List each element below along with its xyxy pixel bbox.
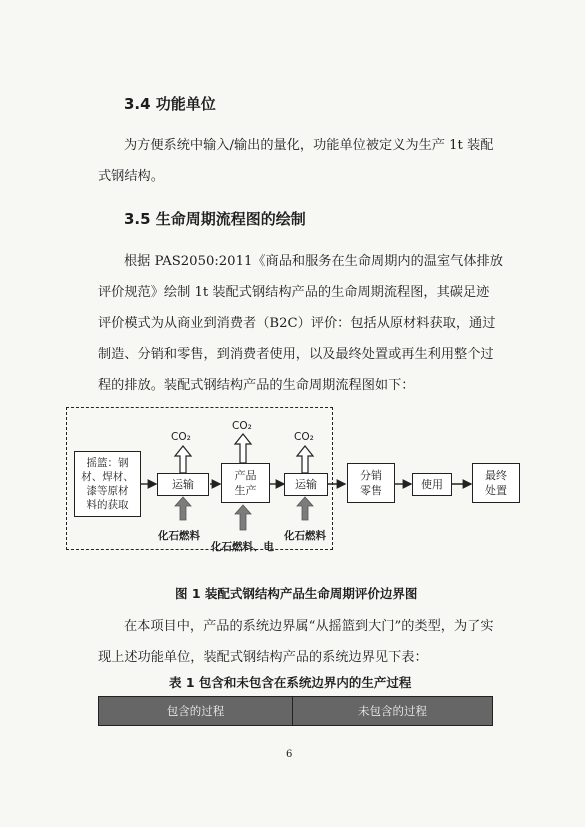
transport-box: 运输 xyxy=(284,473,328,496)
production-box: 产品 生产 xyxy=(221,463,270,503)
fossil-fuel-label: 化石燃料 xyxy=(158,530,200,542)
co2-label: CO₂ xyxy=(294,431,314,443)
fossil-fuel-electricity-label: 化石燃料、电 xyxy=(211,541,274,553)
paragraph-line: 制造、分销和零售，到消费者使用，以及最终处置或再生利用整个过 xyxy=(98,347,494,362)
figure-caption: 图 1 装配式钢结构产品生命周期评价边界图 xyxy=(175,586,418,601)
use-box: 使用 xyxy=(412,473,452,496)
co2-label: CO₂ xyxy=(171,431,191,443)
paragraph-line: 为方便系统中输入/输出的量化，功能单位被定义为生产 1t 装配 xyxy=(124,138,494,153)
paragraph-line: 评价规范》绘制 1t 装配式钢结构产品的生命周期流程图，其碳足迹 xyxy=(98,285,490,300)
disposal-box: 最终 处置 xyxy=(472,463,520,503)
section-heading-3-5: 3.5 生命周期流程图的绘制 xyxy=(124,210,306,228)
distribution-retail-box: 分销 零售 xyxy=(347,463,395,503)
table-header-row xyxy=(99,697,493,726)
table-caption: 表 1 包含和未包含在系统边界内的生产过程 xyxy=(169,675,412,690)
cradle-raw-material-box: 摇篮：钢 材、焊材、 漆等原材 料的获取 xyxy=(74,451,141,517)
fossil-fuel-label: 化石燃料 xyxy=(284,530,326,542)
co2-label: CO₂ xyxy=(232,420,252,432)
transport-box: 运输 xyxy=(157,473,209,496)
paragraph-line: 现上述功能单位，装配式钢结构产品的系统边界见下表： xyxy=(98,650,428,665)
table-header-included: 包含的过程 xyxy=(99,697,293,726)
section-heading-3-4: 3.4 功能单位 xyxy=(124,95,216,113)
process-boundary-table xyxy=(98,696,493,726)
page-number: 6 xyxy=(286,749,293,760)
paragraph-line: 在本项目中，产品的系统边界属“从摇篮到大门”的类型，为了实 xyxy=(124,619,494,634)
paragraph-line: 评价模式为从商业到消费者（B2C）评价：包括从原材料获取，通过 xyxy=(98,316,496,331)
paragraph-line: 根据 PAS2050:2011《商品和服务在生命周期内的温室气体排放 xyxy=(124,254,503,269)
paragraph-line: 式钢结构。 xyxy=(98,169,164,184)
table-header-excluded: 未包含的过程 xyxy=(293,697,493,726)
paragraph-line: 程的排放。装配式钢结构产品的生命周期流程图如下： xyxy=(98,378,415,393)
